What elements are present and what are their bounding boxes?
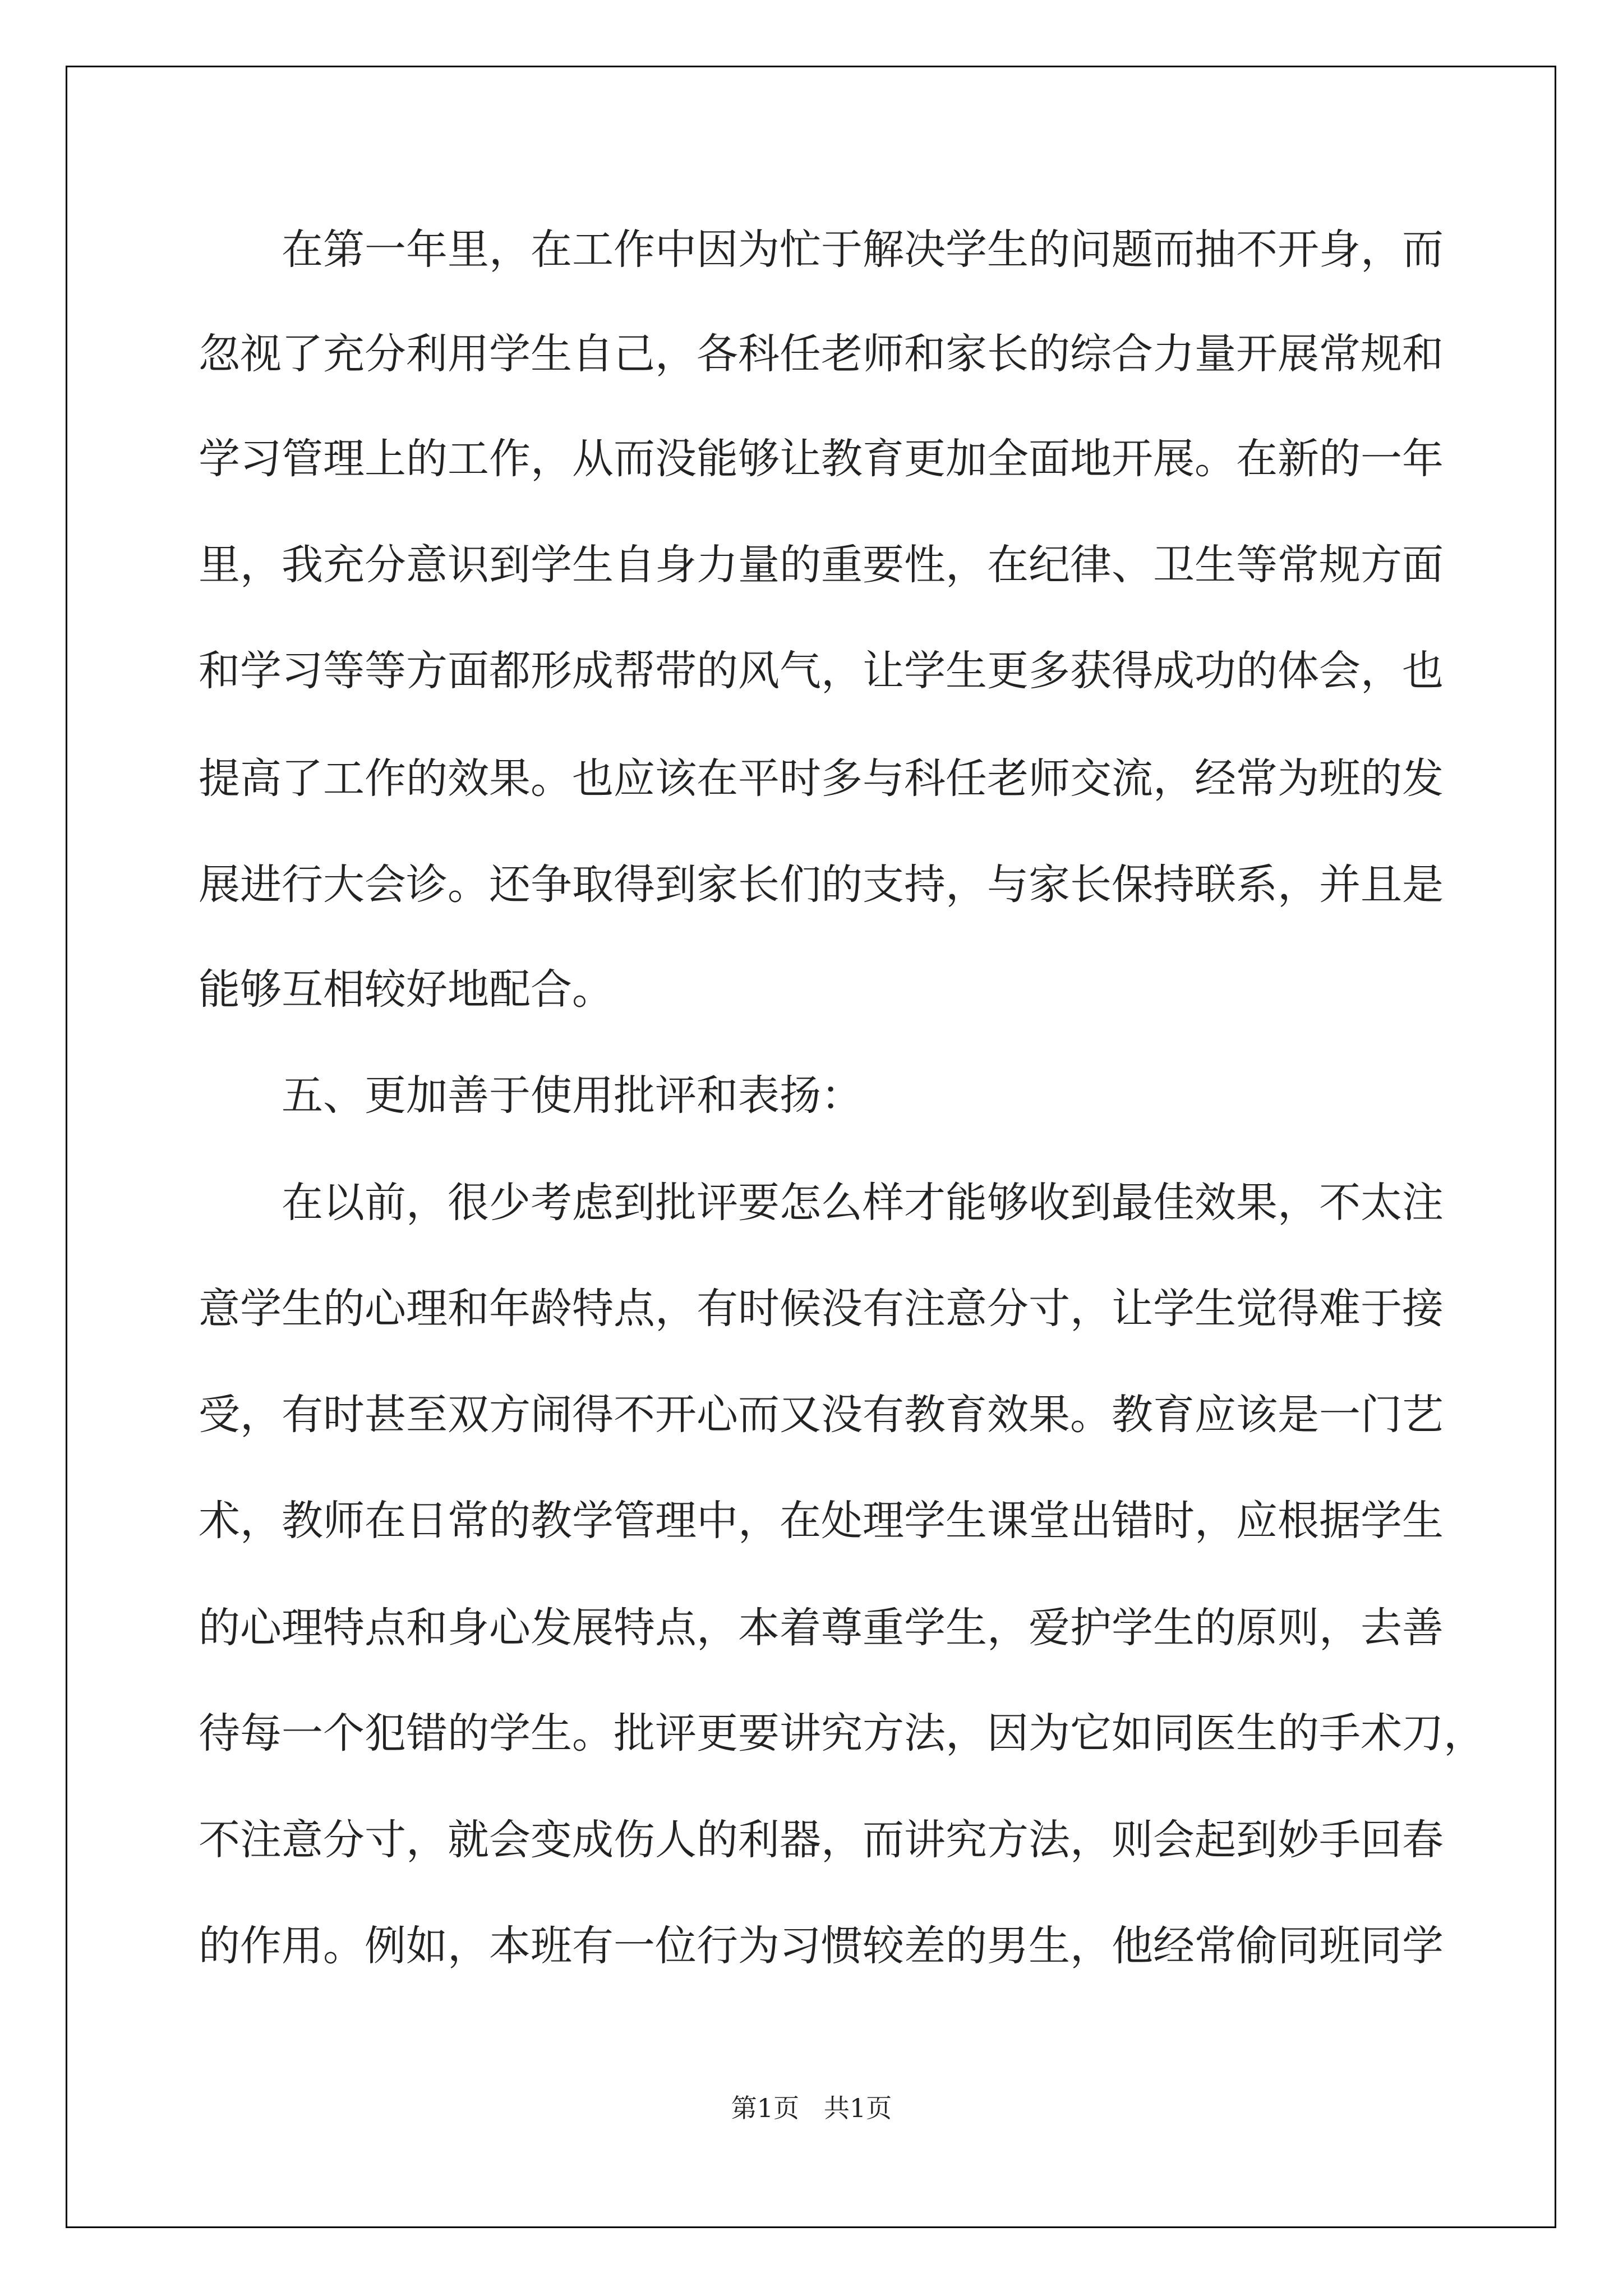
text-line: 的心理特点和身心发展特点，本着尊重学生，爱护学生的原则，去善 (199, 1604, 1444, 1652)
text-line: 待每一个犯错的学生。批评更要讲究方法，因为它如同医生的手术刀， (199, 1709, 1485, 1757)
text-line: 能够互相较好地配合。 (199, 965, 614, 1014)
text-line: 的作用。例如，本班有一位行为习惯较差的男生，他经常偷同班同学 (199, 1922, 1444, 1970)
section-heading: 五、更加善于使用批评和表扬： (199, 1071, 863, 1120)
text-line: 提高了工作的效果。也应该在平时多与科任老师交流，经常为班的发 (199, 754, 1444, 803)
text-line: 不注意分寸，就会变成伤人的利器，而讲究方法，则会起到妙手回春 (199, 1816, 1444, 1864)
text-line: 学习管理上的工作，从而没能够让教育更加全面地开展。在新的一年 (199, 435, 1444, 483)
text-line: 和学习等等方面都形成帮带的风气，让学生更多获得成功的体会，也 (199, 647, 1444, 695)
text-line: 展进行大会诊。还争取得到家长们的支持，与家长保持联系，并且是 (199, 861, 1444, 909)
text-line: 里，我充分意识到学生自身力量的重要性，在纪律、卫生等常规方面 (199, 541, 1444, 589)
text-line: 意学生的心理和年龄特点，有时候没有注意分寸，让学生觉得难于接 (199, 1285, 1444, 1333)
text-line: 术，教师在日常的教学管理中，在处理学生课堂出错时，应根据学生 (199, 1497, 1444, 1545)
text-line: 在第一年里，在工作中因为忙于解决学生的问题而抽不开身，而 (199, 226, 1444, 274)
page-footer: 第1页 共1页 (731, 2093, 892, 2123)
text-line: 受，有时甚至双方闹得不开心而又没有教育效果。教育应该是一门艺 (199, 1391, 1444, 1439)
text-line: 忽视了充分利用学生自己，各科任老师和家长的综合力量开展常规和 (199, 330, 1444, 378)
page-border (66, 66, 1556, 2228)
text-line: 在以前，很少考虑到批评要怎么样才能够收到最佳效果，不太注 (199, 1179, 1444, 1227)
